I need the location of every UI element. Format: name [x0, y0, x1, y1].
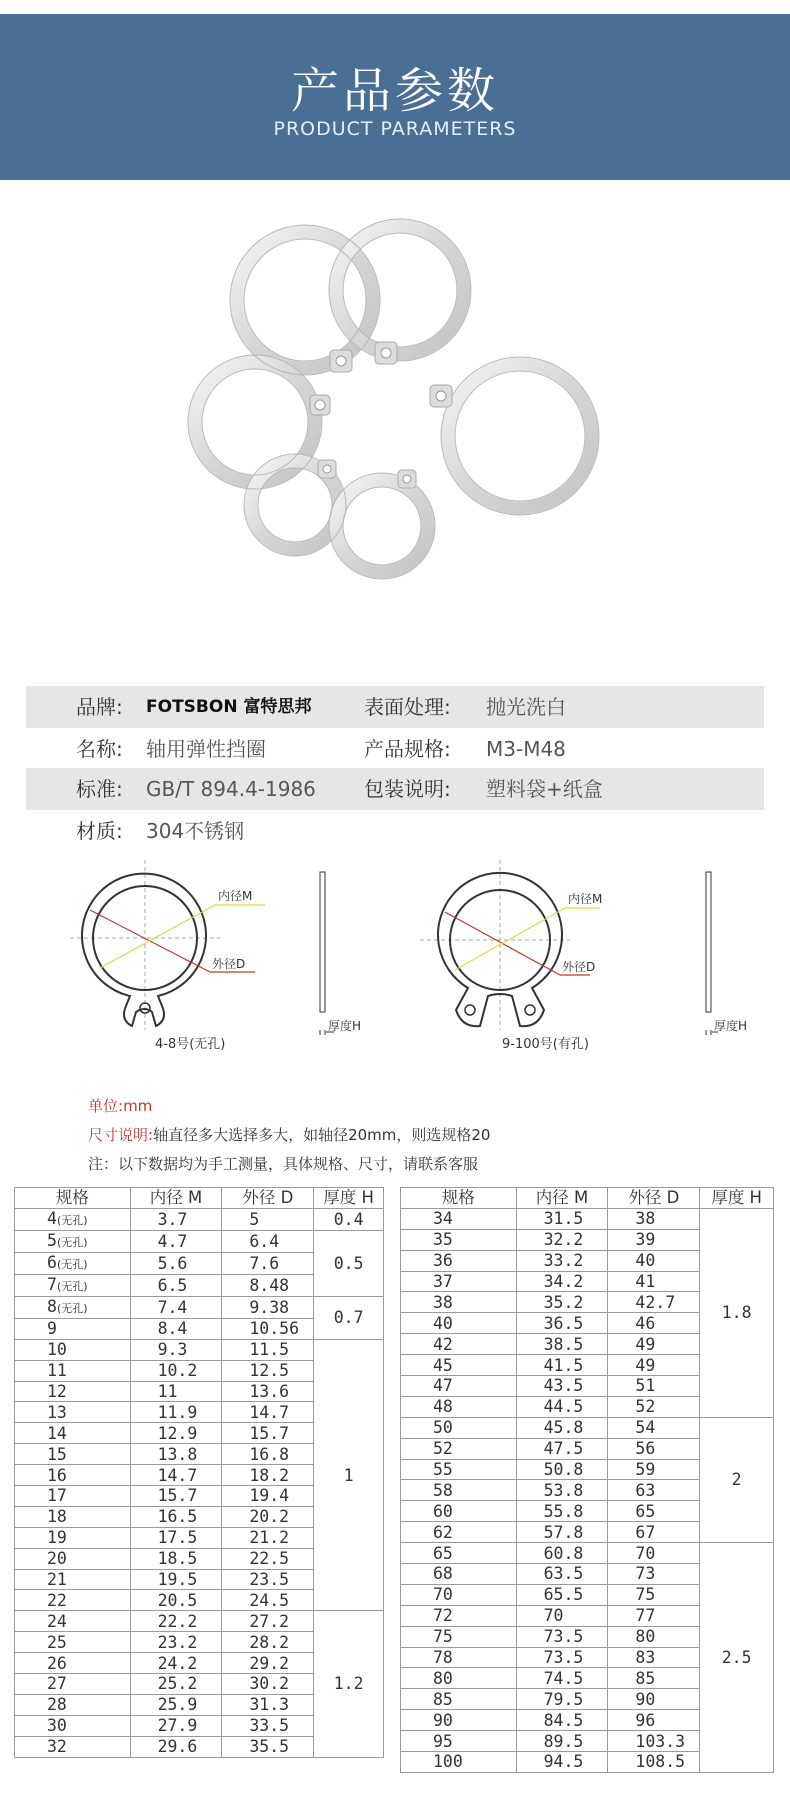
spec-cell: 27 — [15, 1674, 131, 1695]
spec-key: 名称: — [76, 737, 123, 761]
spec-key: 品牌: — [76, 695, 123, 719]
outer-cell: 90 — [608, 1689, 700, 1710]
spec-cell: 75 — [401, 1626, 517, 1647]
outer-cell: 11.5 — [222, 1339, 314, 1360]
spec-table-right — [400, 1187, 774, 1773]
spec-cell: 28 — [15, 1694, 131, 1715]
spec-cell: 7(无孔) — [15, 1274, 131, 1296]
outer-cell: 24.5 — [222, 1590, 314, 1611]
inner-cell: 24.2 — [130, 1653, 222, 1674]
thickness-cell: 0.4 — [314, 1208, 384, 1230]
spec-key: 包装说明: — [364, 777, 451, 801]
outer-cell: 49 — [608, 1334, 700, 1355]
table-row — [15, 1296, 384, 1318]
spec-value: 304不锈钢 — [146, 819, 245, 843]
spec-cell: 8(无孔) — [15, 1296, 131, 1318]
spec-table-left — [14, 1187, 384, 1758]
outer-cell: 22.5 — [222, 1548, 314, 1569]
spec-key: 产品规格: — [364, 737, 451, 761]
spec-cell: 100 — [401, 1752, 517, 1773]
outer-cell: 38 — [608, 1208, 700, 1229]
outer-cell: 67 — [608, 1522, 700, 1543]
unit-note — [88, 1095, 152, 1116]
unit-value: mm — [123, 1097, 153, 1115]
inner-cell: 7.4 — [130, 1296, 222, 1318]
table-row — [15, 1339, 384, 1360]
inner-cell: 10.2 — [130, 1360, 222, 1381]
no-hole-note: (无孔) — [56, 1257, 88, 1271]
outer-cell: 54 — [608, 1417, 700, 1438]
spec-cell: 55 — [401, 1459, 517, 1480]
thickness-cell: 1.8 — [700, 1208, 774, 1417]
inner-cell: 22.2 — [130, 1611, 222, 1632]
inner-cell: 44.5 — [516, 1396, 608, 1417]
spec-cell: 60 — [401, 1501, 517, 1522]
inner-cell: 36.5 — [516, 1313, 608, 1334]
spec-cell: 5(无孔) — [15, 1230, 131, 1252]
spec-cell: 48 — [401, 1396, 517, 1417]
inner-cell: 29.6 — [130, 1736, 222, 1757]
table-row — [401, 1208, 774, 1229]
inner-cell: 35.2 — [516, 1292, 608, 1313]
spec-cell: 95 — [401, 1731, 517, 1752]
inner-cell: 94.5 — [516, 1752, 608, 1773]
size-label: 尺寸说明: — [88, 1126, 154, 1144]
diagram-caption: 9-100号(有孔) — [502, 1037, 589, 1052]
outer-cell: 70 — [608, 1543, 700, 1564]
spec-cell: 36 — [401, 1250, 517, 1271]
inner-cell: 3.7 — [130, 1208, 222, 1230]
outer-cell: 13.6 — [222, 1381, 314, 1402]
spec-value: GB/T 894.4-1986 — [146, 777, 316, 801]
outer-cell: 31.3 — [222, 1694, 314, 1715]
spec-cell: 30 — [15, 1715, 131, 1736]
inner-cell: 41.5 — [516, 1355, 608, 1376]
spec-key: 标准: — [76, 777, 123, 801]
inner-cell: 70 — [516, 1605, 608, 1626]
no-hole-note: (无孔) — [56, 1301, 88, 1315]
outer-cell: 41 — [608, 1271, 700, 1292]
inner-cell: 27.9 — [130, 1715, 222, 1736]
outer-cell: 14.7 — [222, 1402, 314, 1423]
inner-cell: 31.5 — [516, 1208, 608, 1229]
inner-cell: 8.4 — [130, 1318, 222, 1339]
outer-cell: 39 — [608, 1229, 700, 1250]
inner-cell: 4.7 — [130, 1230, 222, 1252]
spec-cell: 26 — [15, 1653, 131, 1674]
inner-cell: 74.5 — [516, 1668, 608, 1689]
inner-cell: 15.7 — [130, 1486, 222, 1507]
outer-cell: 7.6 — [222, 1252, 314, 1274]
spec-cell: 70 — [401, 1584, 517, 1605]
spec-value: M3-M48 — [486, 737, 566, 761]
spec-cell: 37 — [401, 1271, 517, 1292]
diagram-caption: 4-8号(无孔) — [155, 1037, 226, 1052]
outer-cell: 29.2 — [222, 1653, 314, 1674]
inner-cell: 43.5 — [516, 1376, 608, 1397]
spec-cell: 45 — [401, 1355, 517, 1376]
inner-cell: 73.5 — [516, 1647, 608, 1668]
spec-cell: 34 — [401, 1208, 517, 1229]
header-title: 产品参数 — [290, 63, 499, 119]
inner-cell: 38.5 — [516, 1334, 608, 1355]
inner-cell: 63.5 — [516, 1564, 608, 1585]
table-row — [15, 1230, 384, 1252]
outer-cell: 23.5 — [222, 1569, 314, 1590]
spec-cell: 62 — [401, 1522, 517, 1543]
ring-photo — [448, 364, 592, 508]
outer-diameter-label: 外径D — [562, 960, 596, 974]
outer-cell: 30.2 — [222, 1674, 314, 1695]
spec-key: 表面处理: — [364, 695, 451, 719]
outer-cell: 21.2 — [222, 1527, 314, 1548]
outer-cell: 33.5 — [222, 1715, 314, 1736]
table-row — [401, 1417, 774, 1438]
outer-cell: 6.4 — [222, 1230, 314, 1252]
spec-cell: 25 — [15, 1632, 131, 1653]
outer-cell: 12.5 — [222, 1360, 314, 1381]
table-header-cell: 内径 M — [130, 1188, 222, 1209]
spec-cell: 21 — [15, 1569, 131, 1590]
inner-cell: 55.8 — [516, 1501, 608, 1522]
thickness-cell: 1.2 — [314, 1611, 384, 1757]
inner-cell: 16.5 — [130, 1506, 222, 1527]
diagram-with-hole — [420, 860, 770, 1060]
table-row — [15, 1208, 384, 1230]
no-hole-note: (无孔) — [56, 1235, 88, 1249]
thickness-label: 厚度H — [714, 1019, 748, 1033]
spec-cell: 68 — [401, 1564, 517, 1585]
inner-cell: 33.2 — [516, 1250, 608, 1271]
outer-cell: 18.2 — [222, 1465, 314, 1486]
spec-cell: 80 — [401, 1668, 517, 1689]
size-note — [88, 1124, 490, 1145]
spec-row — [26, 686, 764, 728]
spec-cell: 6(无孔) — [15, 1252, 131, 1274]
inner-cell: 25.2 — [130, 1674, 222, 1695]
outer-cell: 63 — [608, 1480, 700, 1501]
outer-cell: 9.38 — [222, 1296, 314, 1318]
spec-cell: 38 — [401, 1292, 517, 1313]
spec-cell: 50 — [401, 1417, 517, 1438]
spec-cell: 90 — [401, 1710, 517, 1731]
table-header-cell: 外径 D — [222, 1188, 314, 1209]
spec-cell: 32 — [15, 1736, 131, 1757]
spec-cell: 42 — [401, 1334, 517, 1355]
outer-diameter-label: 外径D — [212, 957, 246, 971]
table-header-cell: 内径 M — [516, 1188, 608, 1209]
outer-cell: 80 — [608, 1626, 700, 1647]
table-header-cell: 规格 — [15, 1188, 131, 1209]
outer-cell: 28.2 — [222, 1632, 314, 1653]
inner-cell: 12.9 — [130, 1423, 222, 1444]
inner-cell: 13.8 — [130, 1444, 222, 1465]
inner-cell: 65.5 — [516, 1584, 608, 1605]
unit-label: 单位: — [88, 1097, 124, 1115]
spec-cell: 20 — [15, 1548, 131, 1569]
inner-cell: 89.5 — [516, 1731, 608, 1752]
inner-cell: 18.5 — [130, 1548, 222, 1569]
inner-cell: 73.5 — [516, 1626, 608, 1647]
table-header-cell: 规格 — [401, 1188, 517, 1209]
spec-cell: 14 — [15, 1423, 131, 1444]
spec-cell: 9 — [15, 1318, 131, 1339]
inner-cell: 17.5 — [130, 1527, 222, 1548]
inner-diameter-label: 内径M — [568, 892, 603, 906]
inner-cell: 19.5 — [130, 1569, 222, 1590]
spec-value: 塑料袋+纸盒 — [486, 777, 603, 801]
outer-cell: 73 — [608, 1564, 700, 1585]
inner-cell: 34.2 — [516, 1271, 608, 1292]
table-row — [15, 1611, 384, 1632]
table-header-cell: 外径 D — [608, 1188, 700, 1209]
outer-cell: 65 — [608, 1501, 700, 1522]
spec-cell: 4(无孔) — [15, 1208, 131, 1230]
inner-cell: 5.6 — [130, 1252, 222, 1274]
inner-cell: 11 — [130, 1381, 222, 1402]
outer-cell: 103.3 — [608, 1731, 700, 1752]
spec-cell: 78 — [401, 1647, 517, 1668]
inner-cell: 50.8 — [516, 1459, 608, 1480]
spec-row — [26, 768, 764, 810]
inner-cell: 60.8 — [516, 1543, 608, 1564]
outer-cell: 49 — [608, 1355, 700, 1376]
outer-cell: 10.56 — [222, 1318, 314, 1339]
outer-cell: 83 — [608, 1647, 700, 1668]
outer-cell: 56 — [608, 1438, 700, 1459]
spec-cell: 65 — [401, 1543, 517, 1564]
spec-cell: 16 — [15, 1465, 131, 1486]
inner-cell: 14.7 — [130, 1465, 222, 1486]
brand-value: FOTSBON 富特思邦 — [146, 697, 312, 717]
spec-cell: 17 — [15, 1486, 131, 1507]
spec-cell: 72 — [401, 1605, 517, 1626]
inner-cell: 6.5 — [130, 1274, 222, 1296]
inner-cell: 25.9 — [130, 1694, 222, 1715]
spec-cell: 52 — [401, 1438, 517, 1459]
outer-cell: 5 — [222, 1208, 314, 1230]
spec-cell: 13 — [15, 1402, 131, 1423]
table-header-cell: 厚度 H — [314, 1188, 384, 1209]
spec-cell: 58 — [401, 1480, 517, 1501]
outer-cell: 27.2 — [222, 1611, 314, 1632]
outer-cell: 52 — [608, 1396, 700, 1417]
outer-cell: 96 — [608, 1710, 700, 1731]
remark-note: 注：以下数据均为手工测量，具体规格、尺寸，请联系客服 — [88, 1155, 479, 1173]
inner-cell: 11.9 — [130, 1402, 222, 1423]
outer-cell: 16.8 — [222, 1444, 314, 1465]
table-header-row — [401, 1188, 774, 1209]
thickness-cell: 0.5 — [314, 1230, 384, 1296]
spec-value: 轴用弹性挡圈 — [146, 737, 266, 761]
spec-cell: 11 — [15, 1360, 131, 1381]
spec-row — [26, 810, 764, 852]
inner-cell: 45.8 — [516, 1417, 608, 1438]
spec-cell: 19 — [15, 1527, 131, 1548]
product-photo — [0, 190, 790, 660]
spec-cell: 22 — [15, 1590, 131, 1611]
thickness-label: 厚度H — [328, 1019, 362, 1033]
table-row — [401, 1543, 774, 1564]
spec-cell: 18 — [15, 1506, 131, 1527]
header-banner — [0, 14, 790, 180]
spec-cell: 15 — [15, 1444, 131, 1465]
table-header-cell: 厚度 H — [700, 1188, 774, 1209]
spec-cell: 35 — [401, 1229, 517, 1250]
spec-cell: 40 — [401, 1313, 517, 1334]
no-hole-note: (无孔) — [56, 1279, 88, 1293]
spec-row — [26, 728, 764, 770]
size-value: 轴直径多大选择多大，如轴径20mm，则选规格20 — [153, 1126, 491, 1144]
inner-cell: 53.8 — [516, 1480, 608, 1501]
inner-cell: 20.5 — [130, 1590, 222, 1611]
inner-cell: 47.5 — [516, 1438, 608, 1459]
table-header-row — [15, 1188, 384, 1209]
spec-value: 抛光洗白 — [486, 695, 566, 719]
thickness-cell: 1 — [314, 1339, 384, 1611]
inner-cell: 23.2 — [130, 1632, 222, 1653]
spec-cell: 85 — [401, 1689, 517, 1710]
ring-photo — [336, 480, 428, 572]
spec-cell: 24 — [15, 1611, 131, 1632]
diagram-no-hole — [70, 860, 390, 1060]
thickness-cell: 2.5 — [700, 1543, 774, 1773]
outer-cell: 59 — [608, 1459, 700, 1480]
outer-cell: 20.2 — [222, 1506, 314, 1527]
inner-diameter-label: 内径M — [218, 889, 253, 903]
no-hole-note: (无孔) — [56, 1213, 88, 1227]
inner-cell: 79.5 — [516, 1689, 608, 1710]
outer-cell: 8.48 — [222, 1274, 314, 1296]
thickness-cell: 0.7 — [314, 1296, 384, 1339]
inner-cell: 84.5 — [516, 1710, 608, 1731]
outer-cell: 108.5 — [608, 1752, 700, 1773]
spec-cell: 47 — [401, 1376, 517, 1397]
header-subtitle: PRODUCT PARAMETERS — [273, 118, 517, 140]
outer-cell: 46 — [608, 1313, 700, 1334]
outer-cell: 51 — [608, 1376, 700, 1397]
outer-cell: 15.7 — [222, 1423, 314, 1444]
spec-key: 材质: — [76, 819, 123, 843]
outer-cell: 85 — [608, 1668, 700, 1689]
thickness-cell: 2 — [700, 1417, 774, 1542]
inner-cell: 9.3 — [130, 1339, 222, 1360]
outer-cell: 42.7 — [608, 1292, 700, 1313]
inner-cell: 57.8 — [516, 1522, 608, 1543]
spec-cell: 12 — [15, 1381, 131, 1402]
inner-cell: 32.2 — [516, 1229, 608, 1250]
outer-cell: 40 — [608, 1250, 700, 1271]
outer-cell: 77 — [608, 1605, 700, 1626]
outer-cell: 19.4 — [222, 1486, 314, 1507]
spec-cell: 10 — [15, 1339, 131, 1360]
outer-cell: 35.5 — [222, 1736, 314, 1757]
outer-cell: 75 — [608, 1584, 700, 1605]
